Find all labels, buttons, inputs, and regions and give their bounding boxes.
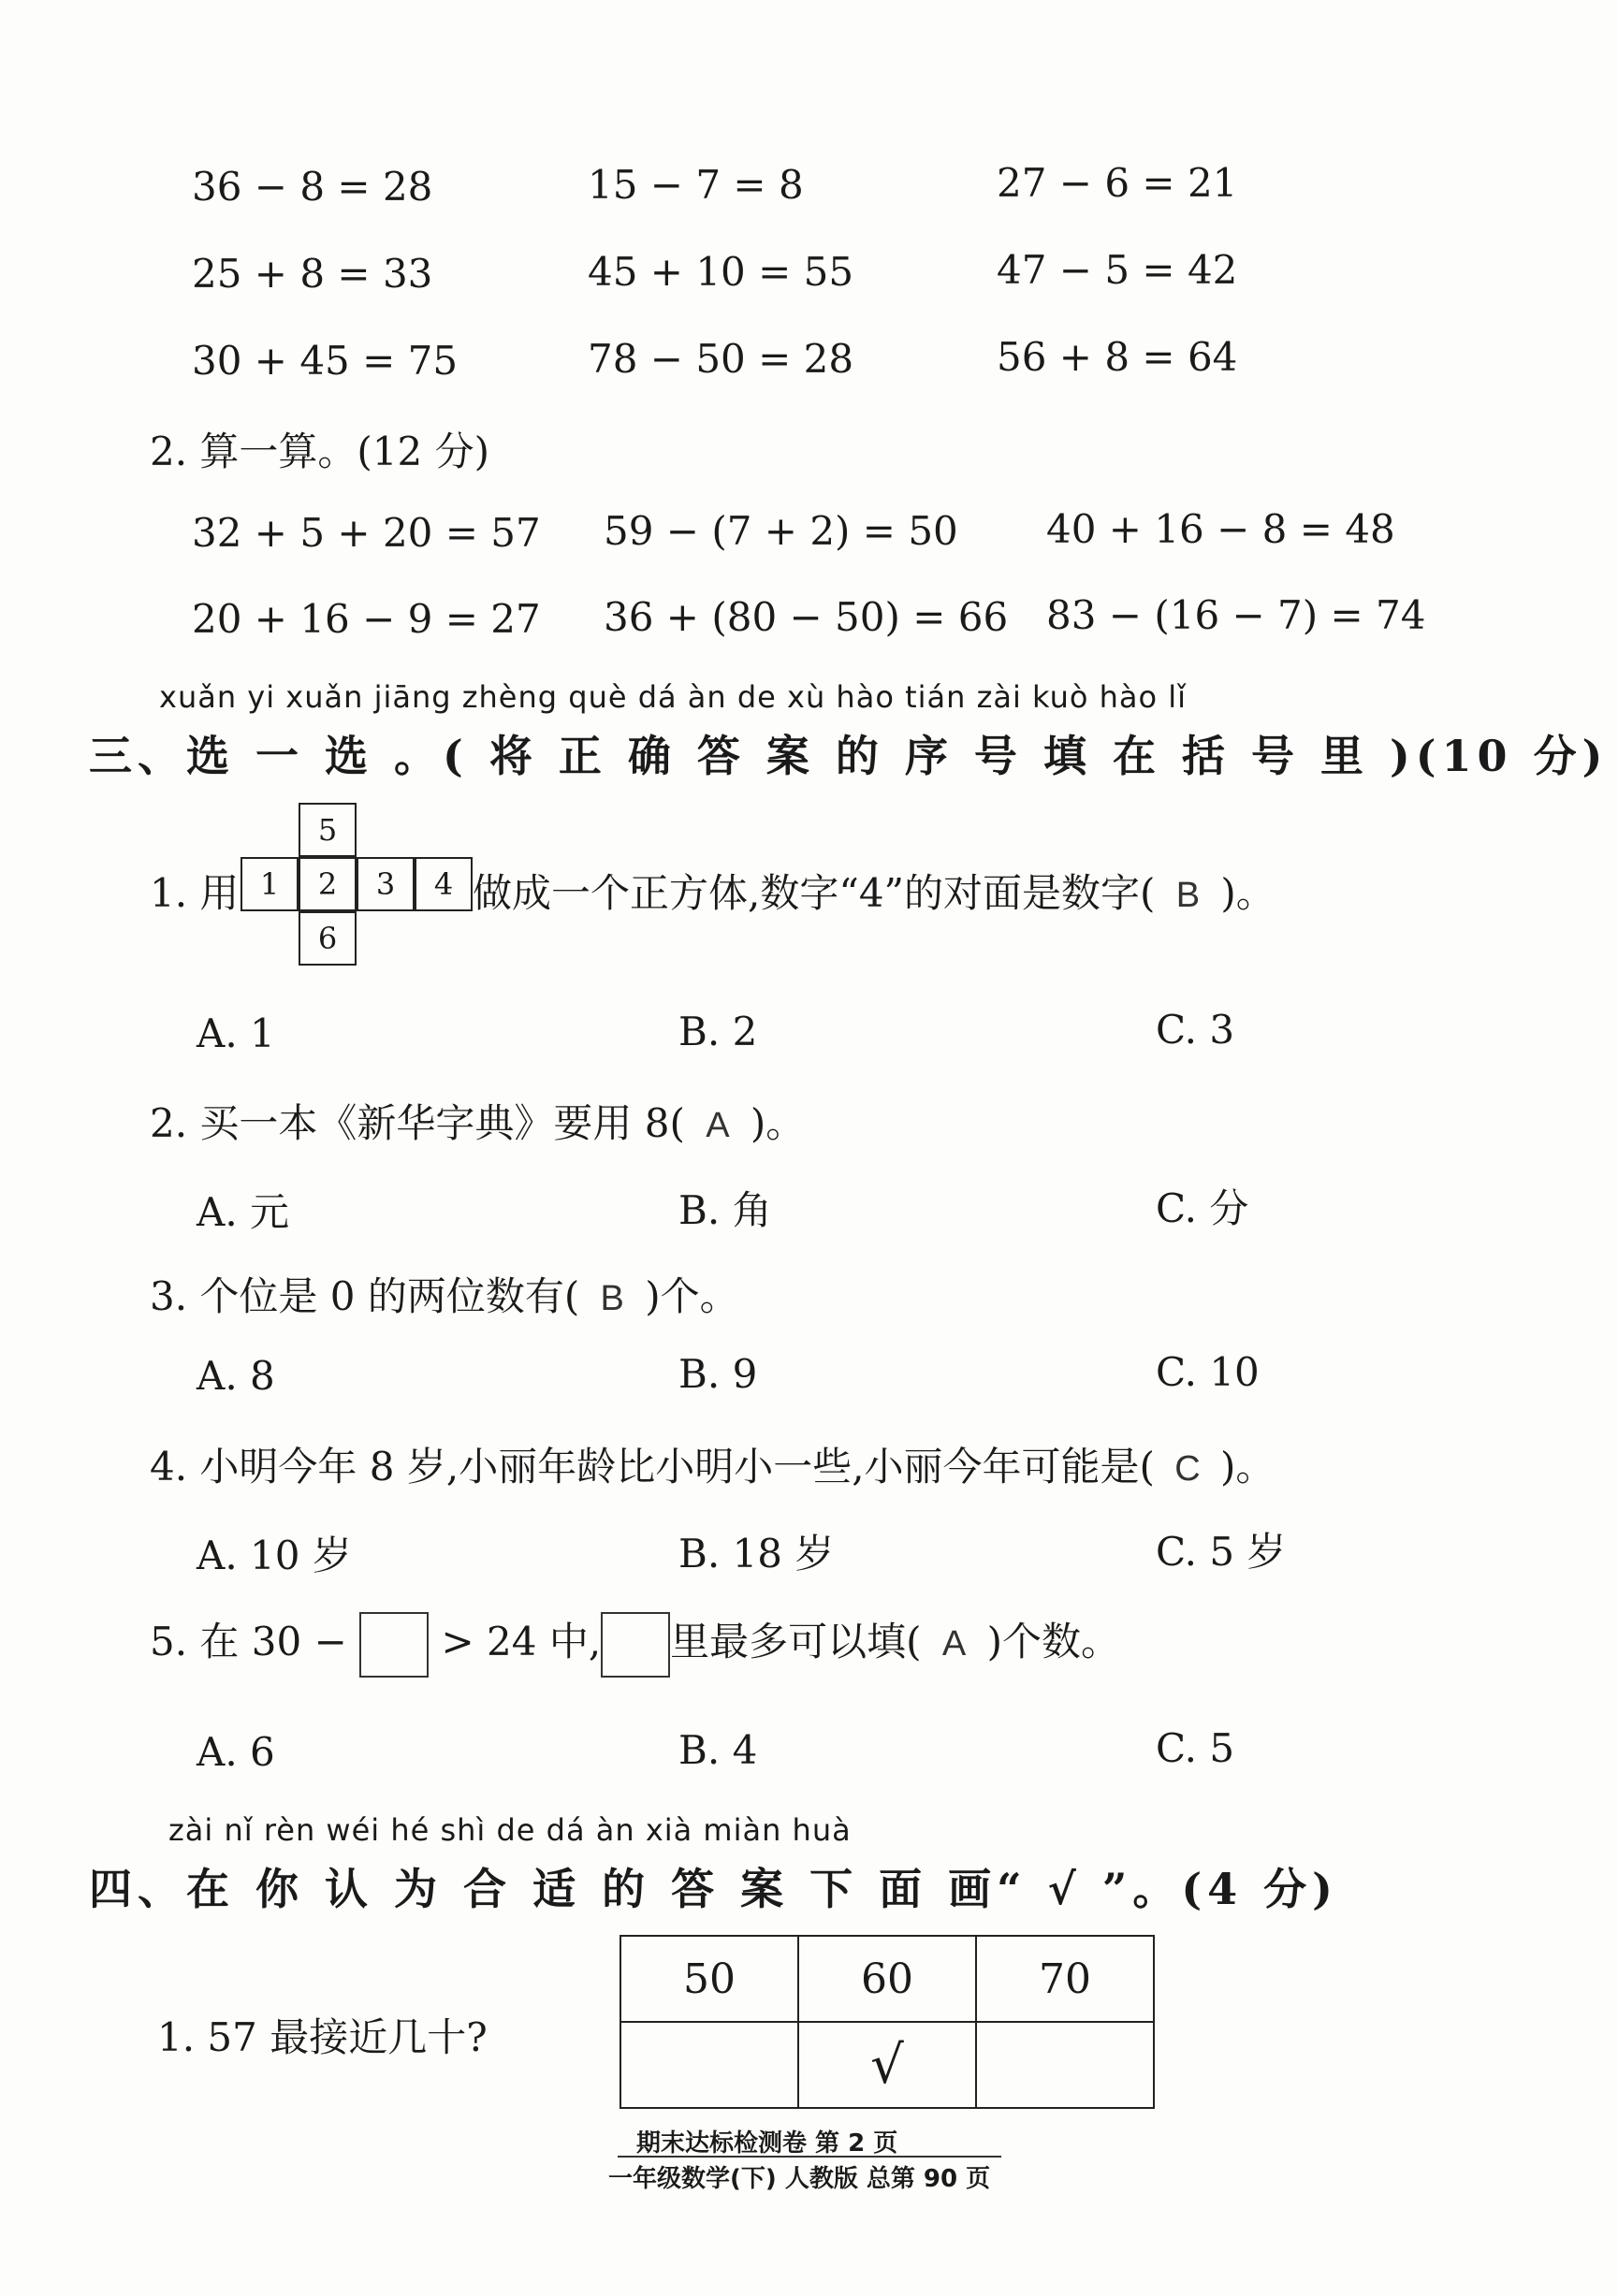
table-mark-cell bbox=[976, 2022, 1154, 2108]
equation: 32 + 5 + 20 = 57 bbox=[192, 510, 541, 556]
section-pinyin: zài nǐ rèn wéi hé shì de dá àn xià miàn huà bbox=[168, 1812, 852, 1848]
question-text-body: 2. 买一本《新华字典》要用 8( bbox=[150, 1100, 685, 1146]
question-text bbox=[150, 1093, 805, 1149]
option-a: A. 1 bbox=[197, 1010, 275, 1056]
table-header-cell: 50 bbox=[620, 1936, 798, 2022]
equation: 27 − 6 = 21 bbox=[997, 160, 1238, 206]
option-c: C. 5 bbox=[1156, 1725, 1235, 1771]
equation: 78 − 50 = 28 bbox=[588, 336, 854, 382]
equation: 20 + 16 − 9 = 27 bbox=[192, 596, 541, 642]
answer-handwritten: C bbox=[1174, 1449, 1201, 1489]
answer-handwritten: A bbox=[706, 1106, 730, 1145]
answer-handwritten: B bbox=[600, 1279, 624, 1318]
option-a: A. 10 岁 bbox=[197, 1533, 352, 1578]
cube-net bbox=[241, 803, 474, 971]
option-c: C. 3 bbox=[1156, 1007, 1235, 1053]
question-text-end: )。 bbox=[1219, 1444, 1275, 1489]
equation: 15 − 7 = 8 bbox=[588, 162, 804, 208]
question-text-body: 3. 个位是 0 的两位数有( bbox=[150, 1273, 580, 1319]
question-text: 1. 57 最接近几十? bbox=[157, 2014, 488, 2060]
answer-table bbox=[620, 1935, 1155, 2109]
question-text-body: 做成一个正方体,数字“4”的对面是数字( bbox=[473, 870, 1156, 916]
equation: 25 + 8 = 33 bbox=[192, 251, 433, 297]
section-title: 四、在 你 认 为 合 适 的 答 案 下 面 画“ √ ”。(4 分) bbox=[89, 1864, 1338, 1914]
question-text-mid: > 24 中, bbox=[441, 1619, 602, 1664]
answer-handwritten: B bbox=[1175, 876, 1201, 915]
equation: 56 + 8 = 64 bbox=[997, 334, 1238, 380]
answer-handwritten: A bbox=[941, 1624, 967, 1664]
question-text-body: 4. 小明今年 8 岁,小丽年龄比小明小一些,小丽今年可能是( bbox=[150, 1444, 1155, 1489]
section-title: 三、选 一 选 。( 将 正 确 答 案 的 序 号 填 在 括 号 里 )(10 分) bbox=[89, 731, 1609, 781]
option-c: C. 5 岁 bbox=[1156, 1529, 1287, 1575]
option-a: A. 6 bbox=[197, 1729, 275, 1775]
option-b: B. 4 bbox=[678, 1727, 758, 1773]
net-cell: 6 bbox=[299, 911, 357, 966]
net-cell: 3 bbox=[357, 857, 415, 911]
question-text-end: )。 bbox=[1220, 870, 1275, 916]
question-text bbox=[150, 1611, 1120, 1678]
section-pinyin: xuǎn yi xuǎn jiāng zhèng què dá àn de xù hào tián zài kuò hào lǐ bbox=[159, 679, 1188, 715]
net-cell: 1 bbox=[241, 857, 299, 911]
option-a: A. 8 bbox=[197, 1353, 275, 1399]
question-text bbox=[150, 1266, 739, 1322]
option-c: C. 分 bbox=[1156, 1185, 1249, 1231]
blank-box bbox=[601, 1612, 670, 1678]
net-cell: 2 bbox=[299, 857, 357, 911]
equation: 59 − (7 + 2) = 50 bbox=[604, 508, 958, 554]
option-b: B. 9 bbox=[678, 1351, 758, 1397]
footer-line-2: 一年级数学(下) 人教版 总第 90 页 bbox=[608, 2165, 991, 2193]
equation: 83 − (16 − 7) = 74 bbox=[1046, 592, 1426, 638]
question-text-body: 5. 在 30 − bbox=[150, 1619, 347, 1664]
blank-box bbox=[359, 1612, 429, 1678]
option-b: B. 18 岁 bbox=[678, 1531, 835, 1577]
equation: 47 − 5 = 42 bbox=[997, 247, 1238, 293]
question-text-body: 里最多可以填( bbox=[670, 1619, 922, 1664]
option-c: C. 10 bbox=[1156, 1349, 1260, 1395]
table-mark-cell bbox=[620, 2022, 798, 2108]
question-text: 1. 用 bbox=[150, 870, 240, 916]
table-header-cell: 70 bbox=[976, 1936, 1154, 2022]
question-text bbox=[473, 863, 1275, 919]
net-cell: 5 bbox=[299, 803, 357, 857]
equation: 30 + 45 = 75 bbox=[192, 338, 459, 384]
question-title: 2. 算一算。(12 分) bbox=[150, 429, 489, 474]
equation: 36 + (80 − 50) = 66 bbox=[604, 594, 1009, 640]
table-header-cell: 60 bbox=[798, 1936, 976, 2022]
footer-line-1: 期末达标检测卷 第 2 页 bbox=[636, 2129, 898, 2158]
question-text-end: )个数。 bbox=[986, 1619, 1120, 1664]
question-text-end: )。 bbox=[750, 1100, 806, 1146]
option-b: B. 角 bbox=[678, 1187, 772, 1233]
equation: 36 − 8 = 28 bbox=[192, 164, 433, 210]
option-a: A. 元 bbox=[197, 1189, 290, 1235]
option-b: B. 2 bbox=[678, 1009, 758, 1054]
equation: 45 + 10 = 55 bbox=[588, 249, 854, 295]
checkmark: √ bbox=[798, 2022, 976, 2108]
net-cell: 4 bbox=[415, 857, 473, 911]
question-text bbox=[150, 1436, 1275, 1492]
question-text-end: )个。 bbox=[645, 1273, 739, 1319]
equation: 40 + 16 − 8 = 48 bbox=[1046, 506, 1395, 552]
